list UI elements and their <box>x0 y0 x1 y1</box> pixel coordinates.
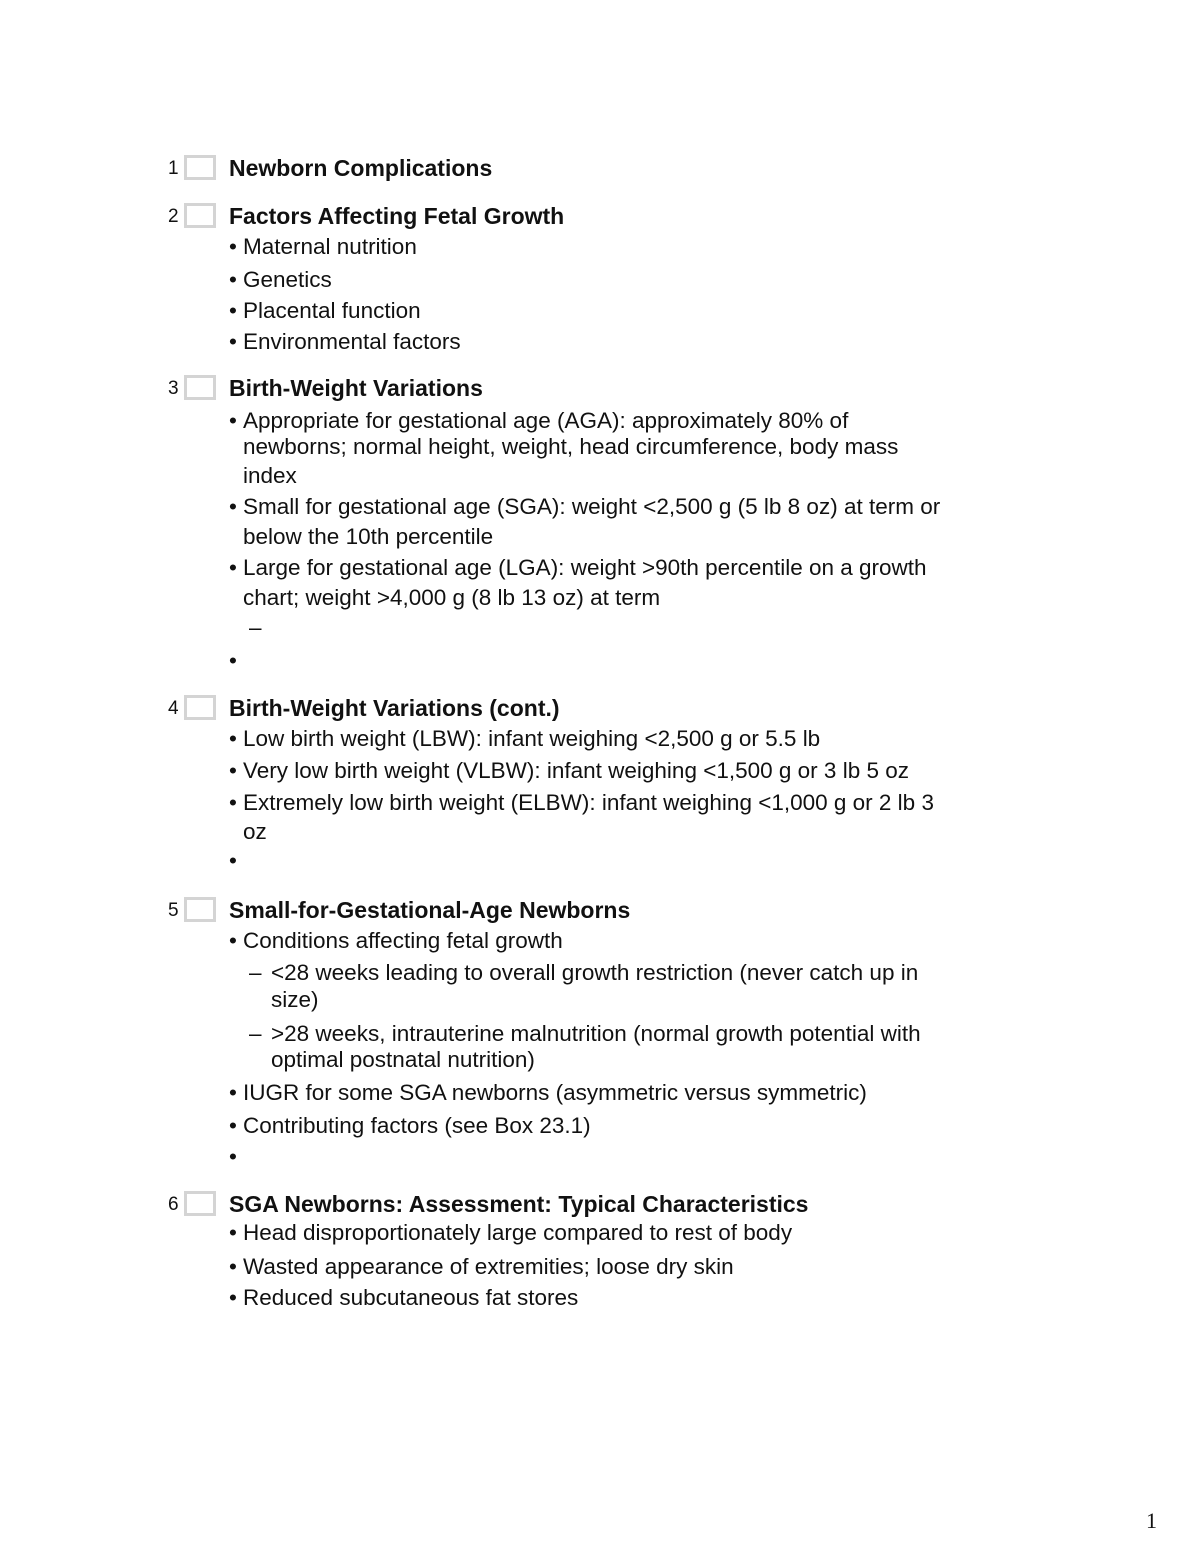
slide-title: Factors Affecting Fetal Growth <box>229 203 565 229</box>
bullet-marker: • <box>229 298 237 323</box>
bullet-text: size) <box>271 987 319 1012</box>
bullet-text: >28 weeks, intrauterine malnutrition (normal growth potential with <box>271 1021 921 1046</box>
bullet-item <box>229 1284 579 1312</box>
bullet-text: Small for gestational age (SGA): weight <2,500 g (5 lb 8 oz) at term or <box>243 494 941 519</box>
bullet-marker: • <box>229 1144 237 1169</box>
bullet-marker: • <box>229 758 237 783</box>
bullet-item <box>229 757 909 785</box>
slide-number: 3 <box>168 378 179 399</box>
slide-number: 5 <box>168 900 179 921</box>
bullet-item <box>229 647 237 675</box>
slide-thumbnail-frame <box>184 375 216 400</box>
bullet-marker: • <box>229 1220 237 1245</box>
bullet-item <box>229 233 417 261</box>
bullet-item <box>249 959 919 987</box>
bullet-marker: • <box>229 848 237 873</box>
bullet-marker: • <box>229 408 237 433</box>
bullet-text: Contributing factors (see Box 23.1) <box>243 1113 591 1138</box>
bullet-text: Reduced subcutaneous fat stores <box>243 1285 579 1310</box>
slide-thumbnail-frame <box>184 695 216 720</box>
slide-number: 2 <box>168 206 179 227</box>
slide-thumbnail-frame <box>184 1191 216 1216</box>
dash-marker: – <box>249 615 262 640</box>
dash-marker: – <box>249 1021 262 1046</box>
slide-title: SGA Newborns: Assessment: Typical Characteristics <box>229 1191 809 1217</box>
bullet-text: below the 10th percentile <box>243 524 494 549</box>
bullet-text: Large for gestational age (LGA): weight >90th percentile on a growth <box>243 555 927 580</box>
bullet-marker: • <box>229 1285 237 1310</box>
bullet-item <box>229 1112 591 1140</box>
slide-thumbnail-frame <box>184 155 216 180</box>
bullet-item <box>229 493 941 521</box>
slide-thumbnail-frame <box>184 897 216 922</box>
bullet-text: Appropriate for gestational age (AGA): approximately 80% of <box>243 408 849 433</box>
bullet-text: Maternal nutrition <box>243 234 417 259</box>
bullet-item <box>229 1253 734 1281</box>
slide-number: 6 <box>168 1194 179 1215</box>
bullet-marker: • <box>229 267 237 292</box>
bullet-text: oz <box>243 819 267 844</box>
bullet-text: IUGR for some SGA newborns (asymmetric versus symmetric) <box>243 1080 867 1105</box>
bullet-item <box>249 614 262 642</box>
bullet-text: optimal postnatal nutrition) <box>271 1047 535 1072</box>
bullet-item <box>229 789 934 817</box>
bullet-text: Placental function <box>243 298 421 323</box>
bullet-text: Head disproportionately large compared to rest of body <box>243 1220 793 1245</box>
slide-title: Small-for-Gestational-Age Newborns <box>229 897 631 923</box>
slide-title: Birth-Weight Variations (cont.) <box>229 695 560 721</box>
bullet-item <box>229 1079 867 1107</box>
bullet-marker: • <box>229 1254 237 1279</box>
bullet-marker: • <box>229 234 237 259</box>
bullet-marker: • <box>229 1113 237 1138</box>
slide-number: 1 <box>168 158 179 179</box>
bullet-marker: • <box>229 648 237 673</box>
bullet-text: Very low birth weight (VLBW): infant weighing <1,500 g or 3 lb 5 oz <box>243 758 909 783</box>
slide-number: 4 <box>168 698 179 719</box>
bullet-marker: • <box>229 726 237 751</box>
bullet-text: newborns; normal height, weight, head circumference, body mass <box>243 434 899 459</box>
slide-title: Newborn Complications <box>229 155 493 181</box>
bullet-item <box>229 407 849 435</box>
bullet-item <box>229 847 237 875</box>
slide-title: Birth-Weight Variations <box>229 375 483 401</box>
bullet-text: Low birth weight (LBW): infant weighing <2,500 g or 5.5 lb <box>243 726 821 751</box>
bullet-item <box>229 927 563 955</box>
bullet-item <box>229 554 927 582</box>
bullet-marker: • <box>229 494 237 519</box>
bullet-marker: • <box>229 928 237 953</box>
bullet-marker: • <box>229 790 237 815</box>
bullet-marker: • <box>229 329 237 354</box>
bullet-marker: • <box>229 1080 237 1105</box>
bullet-text: Environmental factors <box>243 329 461 354</box>
bullet-item <box>229 1143 237 1171</box>
bullet-text: Extremely low birth weight (ELBW): infant weighing <1,000 g or 2 lb 3 <box>243 790 934 815</box>
slide-thumbnail-frame <box>184 203 216 228</box>
bullet-item <box>229 725 821 753</box>
bullet-text: index <box>243 463 297 488</box>
dash-marker: – <box>249 960 262 985</box>
bullet-text: Conditions affecting fetal growth <box>243 928 563 953</box>
bullet-text: Wasted appearance of extremities; loose dry skin <box>243 1254 734 1279</box>
bullet-item <box>249 1020 921 1048</box>
bullet-item <box>229 297 421 325</box>
bullet-item <box>229 266 332 294</box>
bullet-marker: • <box>229 555 237 580</box>
page-number: 1 <box>1146 1508 1157 1533</box>
bullet-text: <28 weeks leading to overall growth restriction (never catch up in <box>271 960 919 985</box>
bullet-text: chart; weight >4,000 g (8 lb 13 oz) at term <box>243 585 661 610</box>
bullet-item <box>229 328 461 356</box>
bullet-item <box>229 1219 793 1247</box>
bullet-text: Genetics <box>243 267 332 292</box>
